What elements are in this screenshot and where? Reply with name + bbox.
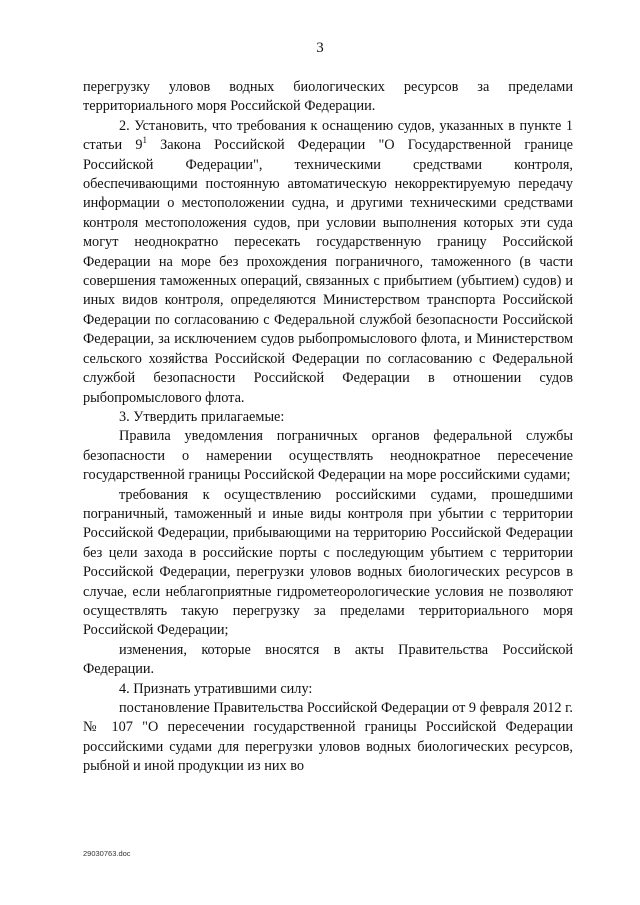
article-superscript: 1 [142, 135, 147, 146]
paragraph-resolution: постановление Правительства Российской Федерации от 9 февраля 2012 г. № 107 "О пересечении государственной границы Российской Федерации российскими судами для перегрузки уловов водных биологических ресурсов, рыбной и иной продукции из них во [83, 700, 573, 775]
paragraph-item-3: 3. Утвердить прилагаемые: [119, 408, 285, 425]
paragraph-item-4: 4. Признать утратившими силу: [119, 680, 313, 697]
paragraph-amendments: изменения, которые вносятся в акты Правительства Российской Федерации. [83, 641, 573, 678]
paragraph-item-2 [83, 117, 573, 408]
paragraph-continuation: перегрузку уловов водных биологических ресурсов за пределами территориального моря Российской Федерации. [83, 79, 573, 115]
footer-file-code: 29030763.doc [83, 849, 131, 858]
paragraph-item-2-rest: Закона Российской Федерации "О Государственной границе Российской Федерации", техническими средствами контроля, обеспечивающими постоянную автоматическую некорректируемую передачу информации о местоположении судна, и другими техническими средствами контроля местоположения судов, при условии выполнения которых эти суда могут неоднократно пересекать государственную границу Российской Федерации на море без прохождения пограничного, таможенного (в части совершения таможенных операций, связанных с прибытием (убытием) судов) и иных видов контроля, определяются Министерством транспорта Российской Федерации по согласованию с Федеральной службой безопасности Российской Федерации, за исключением судов рыбопромыслового флота, и Министерством сельского хозяйства Российской Федерации по согласованию с Федеральной службой безопасности Российской Федерации в отношении судов рыбопромыслового флота. [83, 137, 574, 406]
page-number: 3 [316, 40, 324, 56]
paragraph-rules: Правила уведомления пограничных органов федеральной службы безопасности о намерении осуществлять неоднократное пересечение государственной границы Российской Федерации на море российскими судами; [83, 428, 573, 484]
document-body [83, 78, 573, 777]
paragraph-item-2-start: 2. Установить, что требования к оснащению судов, указанных в пункте 1 статьи 9 [83, 117, 573, 154]
paragraph-requirements: требования к осуществлению российскими судами, прошедшими пограничный, таможенный и иные виды контроля при убытии с территории Российской Федерации, прибывающими на территорию Российской Федерации без цели захода в российские порты с последующим убытием с территории Российской Федерации, перегрузки уловов водных биологических ресурсов в случае, если неблагоприятные гидрометеорологические условия не позволяют осуществлять такую перегрузку за пределами территориального моря Российской Федерации; [83, 486, 573, 639]
